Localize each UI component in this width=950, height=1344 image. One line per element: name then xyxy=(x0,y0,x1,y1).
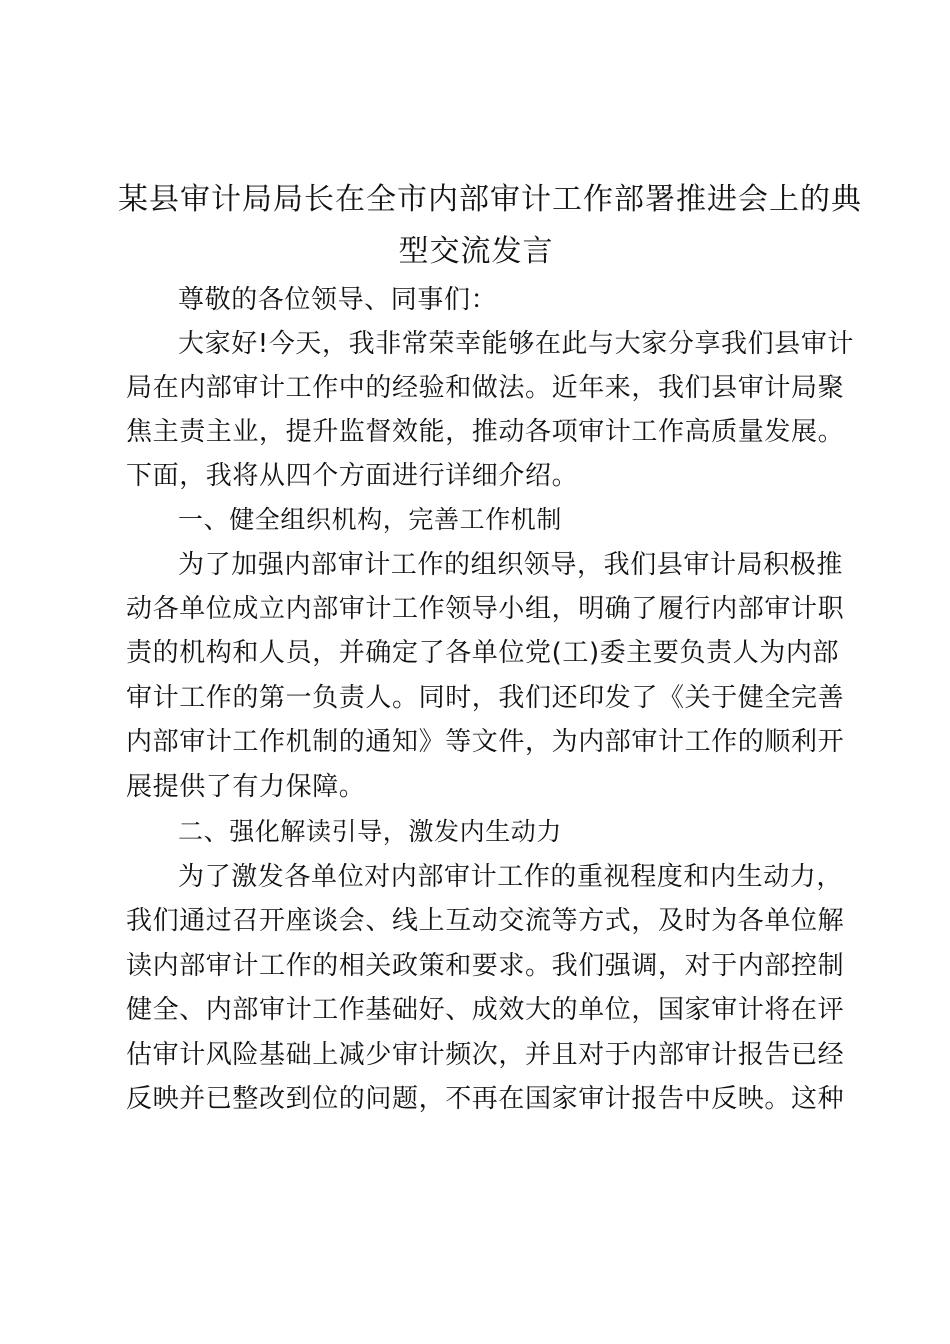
intro-line-3: 焦主责主业，提升监督效能，推动各项审计工作高质量发展。 xyxy=(126,417,845,447)
section-2-line-4: 健全、内部审计工作基础好、成效大的单位，国家审计将在评 xyxy=(126,995,845,1025)
section-2-line-1: 为了激发各单位对内部审计工作的重视程度和内生动力， xyxy=(178,862,844,892)
title-line-2: 型交流发言 xyxy=(398,234,554,269)
section-1-line-3: 责的机构和人员，并确定了各单位党(工)委主要负责人为内部 xyxy=(126,638,840,668)
section-1-line-6: 展提供了有力保障。 xyxy=(126,772,366,802)
section-2-line-3: 读内部审计工作的相关政策和要求。我们强调，对于内部控制 xyxy=(126,951,845,981)
section-1-line-2: 动各单位成立内部审计工作领导小组，明确了履行内部审计职 xyxy=(126,594,845,624)
title-line-1: 某县审计局局长在全市内部审计工作部署推进会上的典 xyxy=(118,182,862,217)
section-2-heading: 二、强化解读引导，激发内生动力 xyxy=(178,817,563,846)
section-1-heading: 一、健全组织机构，完善工作机制 xyxy=(178,505,563,534)
intro-line-2: 局在内部审计工作中的经验和做法。近年来，我们县审计局聚 xyxy=(126,373,845,403)
intro-line-1: 大家好!今天，我非常荣幸能够在此与大家分享我们县审计 xyxy=(178,329,855,359)
section-2-line-5: 估审计风险基础上减少审计频次，并且对于内部审计报告已经 xyxy=(126,1040,845,1070)
section-2-line-2: 我们通过召开座谈会、线上互动交流等方式，及时为各单位解 xyxy=(126,906,845,936)
section-2-line-6: 反映并已整改到位的问题，不再在国家审计报告中反映。这种 xyxy=(126,1084,845,1114)
section-1-line-1: 为了加强内部审计工作的组织领导，我们县审计局积极推 xyxy=(178,550,844,580)
salutation: 尊敬的各位领导、同事们： xyxy=(178,285,498,315)
section-1-line-4: 审计工作的第一负责人。同时，我们还印发了《关于健全完善 xyxy=(126,683,845,713)
section-1-line-5: 内部审计工作机制的通知》等文件，为内部审计工作的顺利开 xyxy=(126,727,845,757)
intro-line-4: 下面，我将从四个方面进行详细介绍。 xyxy=(126,461,579,491)
document-title xyxy=(118,174,862,278)
